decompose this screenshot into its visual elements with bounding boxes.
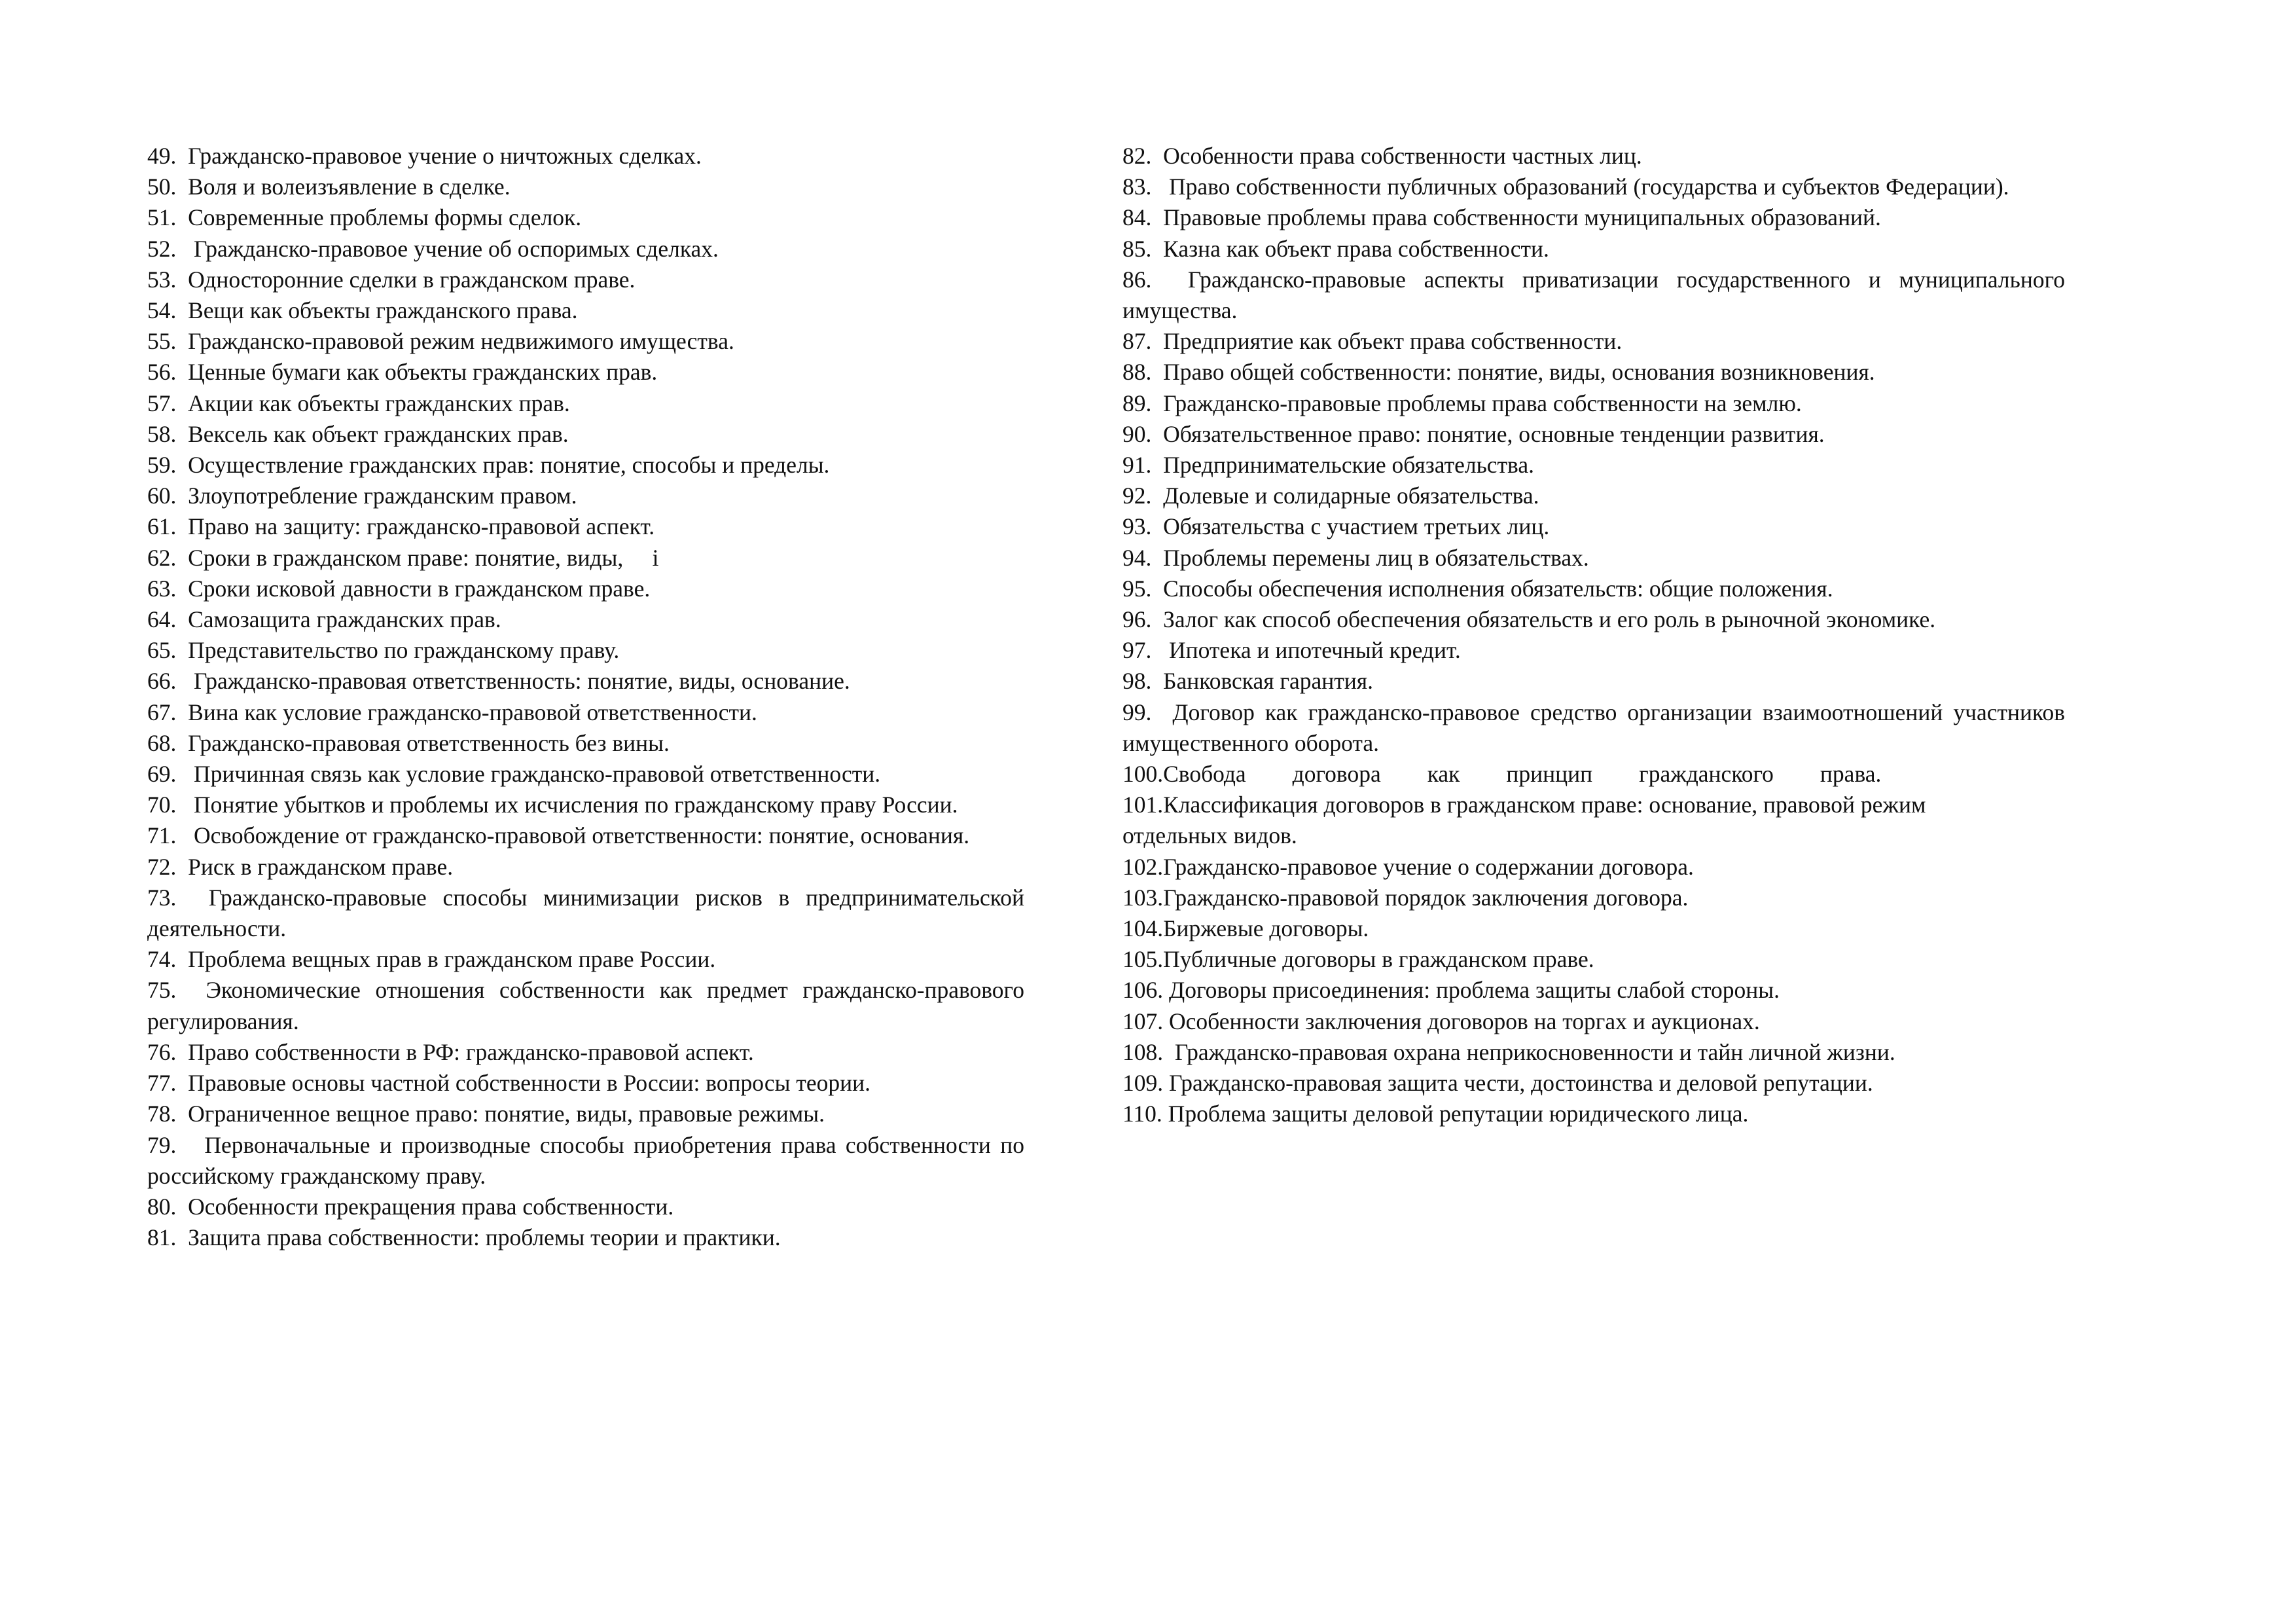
list-item: 91. Предпринимательские обязательства. xyxy=(1122,452,1534,479)
list-item: 92. Долевые и солидарные обязательства. xyxy=(1122,483,1539,509)
list-item: 100.Свобода договора как принцип гражданского права. xyxy=(1122,761,1882,788)
list-item: 97. Ипотека и ипотечный кредит. xyxy=(1122,637,1461,664)
list-item: 107. Особенности заключения договоров на торгах и аукционах. xyxy=(1122,1008,1760,1034)
list-item: отдельных видов. xyxy=(1122,822,1297,849)
list-item: 65. Представительство по гражданскому праву. xyxy=(147,637,620,664)
list-item: 49. Гражданско-правовое учение о ничтожных сделках. xyxy=(147,143,702,169)
list-item: 89. Гражданско-правовые проблемы права собственности на землю. xyxy=(1122,390,1802,416)
list-item: 61. Право на защиту: гражданско-правовой аспект. xyxy=(147,513,655,540)
list-item: 55. Гражданско-правовой режим недвижимого имущества. xyxy=(147,328,734,355)
list-item: 58. Вексель как объект гражданских прав. xyxy=(147,420,569,447)
list-item: 71. Освобождение от гражданско-правовой ответственности: понятие, основания. xyxy=(147,822,970,849)
list-item: 67. Вина как условие гражданско-правовой ответственности. xyxy=(147,699,757,725)
list-item: 68. Гражданско-правовая ответственность без вины. xyxy=(147,729,670,756)
list-item: 53. Односторонние сделки в гражданском праве. xyxy=(147,266,636,293)
list-item: 101.Классификация договоров в гражданском праве: основание, правовой режим xyxy=(1122,792,1926,818)
list-item: 59. Осуществление гражданских прав: понятие, способы и пределы. xyxy=(147,452,830,479)
list-item: 76. Право собственности в РФ: гражданско-правовой аспект. xyxy=(147,1038,754,1065)
list-item: 80. Особенности прекращения права собственности. xyxy=(147,1193,674,1220)
list-item: 82. Особенности права собственности частных лиц. xyxy=(1122,143,1642,169)
list-item: 108. Гражданско-правовая охрана неприкосновенности и тайн личной жизни. xyxy=(1122,1038,1895,1065)
list-item: 94. Проблемы перемены лиц в обязательствах. xyxy=(1122,544,1589,571)
list-item: 63. Сроки исковой давности в гражданском праве. xyxy=(147,575,651,602)
list-item: 60. Злоупотребление гражданским правом. xyxy=(147,483,577,509)
list-item: 104.Биржевые договоры. xyxy=(1122,915,1369,942)
list-item: 50. Воля и волеизъявление в сделке. xyxy=(147,173,511,200)
list-item: 73. Гражданско-правовые способы минимизации рисков в предпринимательской деятельности. xyxy=(147,884,1030,942)
list-item: 66. Гражданско-правовая ответственность: понятие, виды, основание. xyxy=(147,668,850,695)
list-item: 106. Договоры присоединения: проблема защиты слабой стороны. xyxy=(1122,977,1780,1004)
list-item: 99. Договор как гражданско-правовое средство организации взаимоотношений участников имущественного оборота. xyxy=(1122,699,2071,756)
list-item: 57. Акции как объекты гражданских прав. xyxy=(147,390,570,416)
list-item: 54. Вещи как объекты гражданского права. xyxy=(147,297,578,324)
list-item: 62. Сроки в гражданском праве: понятие, виды, i xyxy=(147,544,659,571)
list-item: 86. Гражданско-правовые аспекты приватизации государственного и муниципального имущества. xyxy=(1122,266,2071,324)
list-item: 105.Публичные договоры в гражданском праве. xyxy=(1122,946,1594,973)
list-item: 72. Риск в гражданском праве. xyxy=(147,853,454,880)
list-item: 83. Право собственности публичных образований (государства и субъектов Федерации). xyxy=(1122,173,2009,200)
list-item: 51. Современные проблемы формы сделок. xyxy=(147,204,582,231)
list-item: 69. Причинная связь как условие гражданско-правовой ответственности. xyxy=(147,761,881,788)
list-item: 98. Банковская гарантия. xyxy=(1122,668,1373,695)
list-item: 85. Казна как объект права собственности. xyxy=(1122,235,1549,262)
list-item: 88. Право общей собственности: понятие, виды, основания возникновения. xyxy=(1122,359,1875,386)
list-item: 70. Понятие убытков и проблемы их исчисления по гражданскому праву России. xyxy=(147,792,958,818)
list-item: 74. Проблема вещных прав в гражданском праве России. xyxy=(147,946,716,973)
list-item: 52. Гражданско-правовое учение об оспоримых сделках. xyxy=(147,235,719,262)
list-item: 102.Гражданско-правовое учение о содержании договора. xyxy=(1122,853,1694,880)
list-item: 84. Правовые проблемы права собственности муниципальных образований. xyxy=(1122,204,1881,231)
two-column-layout xyxy=(147,141,2198,1253)
list-item: 77. Правовые основы частной собственности в России: вопросы теории. xyxy=(147,1070,870,1097)
list-item: 75. Экономические отношения собственности как предмет гражданско-правового регулирования. xyxy=(147,977,1030,1034)
list-item: 93. Обязательства с участием третьих лиц. xyxy=(1122,513,1550,540)
list-item: 81. Защита права собственности: проблемы теории и практики. xyxy=(147,1224,781,1251)
list-item: 110. Проблема защиты деловой репутации юридического лица. xyxy=(1122,1101,1749,1127)
list-item: 95. Способы обеспечения исполнения обязательств: общие положения. xyxy=(1122,575,1833,602)
list-item: 56. Ценные бумаги как объекты гражданских прав. xyxy=(147,359,658,386)
list-item: 87. Предприятие как объект права собственности. xyxy=(1122,328,1623,355)
list-item: 96. Залог как способ обеспечения обязательств и его роль в рыночной экономике. xyxy=(1122,606,1936,633)
right-column xyxy=(1122,141,2071,1130)
list-item: 90. Обязательственное право: понятие, основные тенденции развития. xyxy=(1122,420,1825,447)
list-item: 103.Гражданско-правовой порядок заключения договора. xyxy=(1122,884,1689,911)
list-item: 64. Самозащита гражданских прав. xyxy=(147,606,501,633)
list-item: 78. Ограниченное вещное право: понятие, виды, правовые режимы. xyxy=(147,1101,825,1127)
left-column xyxy=(147,141,1030,1253)
list-item: 109. Гражданско-правовая защита чести, достоинства и деловой репутации. xyxy=(1122,1070,1873,1097)
list-item: 79. Первоначальные и производные способы приобретения права собственности по российскому гражданскому праву. xyxy=(147,1131,1030,1189)
